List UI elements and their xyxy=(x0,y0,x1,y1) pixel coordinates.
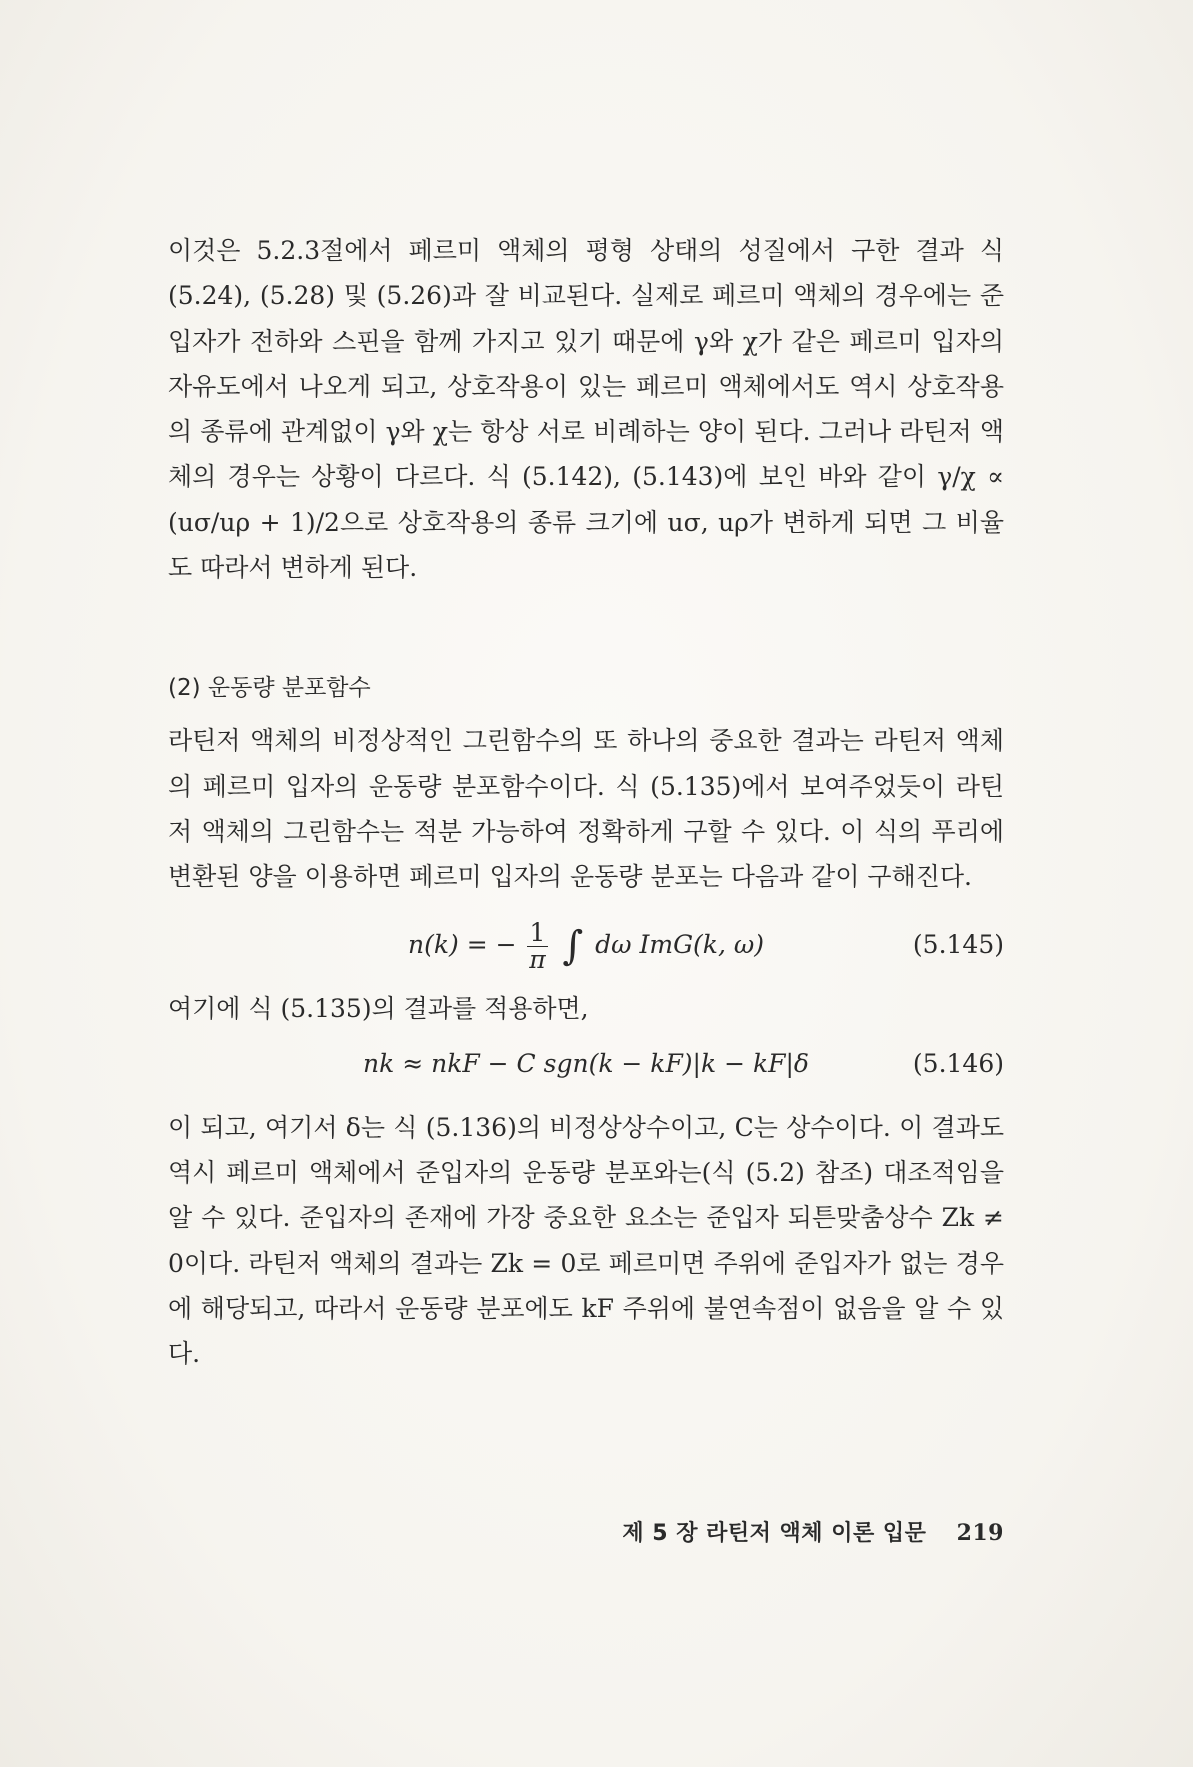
page-body xyxy=(168,228,1004,1377)
equation-5-145-body xyxy=(168,917,1004,974)
paragraph-2: 라틴저 액체의 비정상적인 그린함수의 또 하나의 중요한 결과는 라틴저 액체의 페르미 입자의 운동량 분포함수이다. 식 (5.135)에서 보여주었듯이 라틴저 액체의 그린함수는 적분 가능하여 정확하게 구할 수 있다. 이 식의 푸리에변환된 양을 이용하면 페르미 입자의 운동량 분포는 다음과 같이 구해진다. xyxy=(168,726,1004,892)
chapter-title: 제 5 장 라틴저 액체 이론 입문 xyxy=(622,1521,927,1546)
equation-5-145 xyxy=(168,900,1004,986)
paragraph-4: 이 되고, 여기서 δ는 식 (5.136)의 비정상상수이고, C는 상수이다. 이 결과도 역시 페르미 액체에서 준입자의 운동량 분포와는(식 (5.2) 참조) 대조적임을 알 수 있다. 준입자의 존재에 가장 중요한 요소는 준입자 되튼맞춤상수 Zk ≠ 0이다. 라틴저 액체의 결과는 Zk = 0로 페르미면 주위에 준입자가 없는 경우에 해당되고, 따라서 운동량 분포에도 kF 주위에 불연속점이 없음을 알 수 있다. xyxy=(168,1112,1004,1369)
eq1-integral-sign: ∫ xyxy=(562,923,584,970)
equation-number-5-146: (5.146) xyxy=(912,1048,1004,1078)
page-number: 219 xyxy=(956,1520,1004,1546)
subsection-heading: (2) 운동량 분포함수 xyxy=(168,675,371,702)
section-gap xyxy=(168,590,1004,668)
equation-5-146 xyxy=(168,1031,1004,1105)
eq1-fraction-numerator: 1 xyxy=(527,920,549,947)
eq1-fraction-denominator: π xyxy=(529,944,546,974)
equation-number-5-145: (5.145) xyxy=(912,929,1004,959)
paragraph-1: 이것은 5.2.3절에서 페르미 액체의 평형 상태의 성질에서 구한 결과 식 (5.24), (5.28) 및 (5.26)과 잘 비교된다. 실제로 페르미 액체의 경우에는 준입자가 전하와 스핀을 함께 가지고 있기 때문에 γ와 χ가 같은 페르미 입자의 자유도에서 나오게 되고, 상호작용이 있는 페르미 액체에서도 역시 상호작용의 종류에 관계없이 γ와 χ는 항상 서로 비례하는 양이 된다. 그러나 라틴저 액체의 경우는 상황이 다르다. 식 (5.142), (5.143)에 보인 바와 같이 γ/χ ∝ (uσ/uρ + 1)/2으로 상호작용의 종류 크기에 uσ, uρ가 변하게 되면 그 비율도 따라서 변하게 된다. xyxy=(168,236,1004,583)
running-footer xyxy=(168,1516,1004,1547)
equation-5-146-body: nk ≈ nkF − C sgn(k − kF)|k − kF|δ xyxy=(363,1048,809,1078)
eq1-lhs: n(k) = − xyxy=(408,929,517,959)
paragraph-3: 여기에 식 (5.135)의 결과를 적용하면, xyxy=(168,993,589,1023)
eq1-fraction xyxy=(527,917,549,974)
eq1-rhs: dω ImG(k, ω) xyxy=(595,929,764,959)
